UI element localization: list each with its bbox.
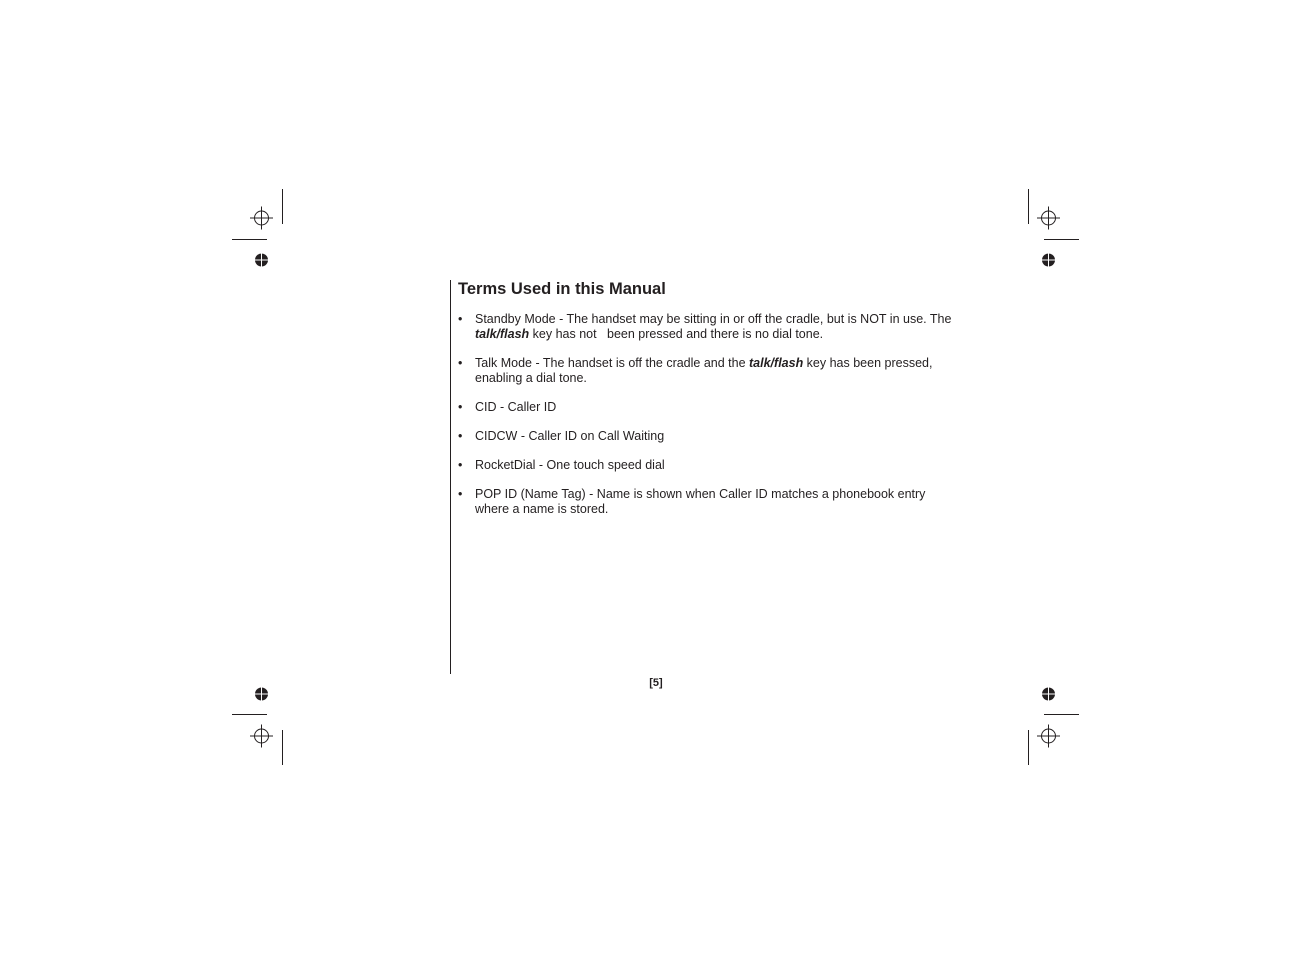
term-text-line: enabling a dial tone. xyxy=(475,371,587,385)
term-text-line: Standby Mode - The handset may be sitting in or off the cradle, but is NOT in use. The xyxy=(475,312,952,326)
bullet: • xyxy=(458,458,463,472)
term-text-line: POP ID (Name Tag) - Name is shown when Caller ID matches a phonebook entry xyxy=(475,487,926,501)
page-number: [5] xyxy=(649,677,663,689)
terms-list xyxy=(458,312,998,531)
bullet: • xyxy=(458,429,463,443)
registration-target-top-right xyxy=(1037,207,1060,230)
list-item xyxy=(458,400,998,415)
registration-target-bottom-right xyxy=(1037,725,1060,748)
term-text: key has not been pressed and there is no dial tone. xyxy=(529,327,824,341)
term-text-line xyxy=(475,356,998,371)
page-title: Terms Used in this Manual xyxy=(458,280,666,298)
term-text-line: CIDCW - Caller ID on Call Waiting xyxy=(475,429,665,443)
bullet: • xyxy=(458,400,463,414)
term-text-line: RocketDial - One touch speed dial xyxy=(475,458,665,472)
list-item xyxy=(458,487,998,517)
term-text: key has been pressed, xyxy=(803,356,933,370)
bullet: • xyxy=(458,487,463,501)
registration-dot-top-left xyxy=(255,254,268,267)
term-text-line: CID - Caller ID xyxy=(475,400,557,414)
list-item xyxy=(458,458,998,473)
list-item xyxy=(458,312,998,342)
registration-dot-top-right xyxy=(1042,254,1055,267)
term-text-line xyxy=(475,327,998,342)
bullet: • xyxy=(458,356,463,370)
key-name: talk/flash xyxy=(749,356,804,370)
registration-target-top-left xyxy=(250,207,273,230)
list-item xyxy=(458,356,998,386)
bullet: • xyxy=(458,312,463,326)
list-item xyxy=(458,429,998,444)
page-margin-rule xyxy=(450,280,451,674)
term-text: Talk Mode - The handset is off the cradle and the xyxy=(475,356,750,370)
term-text-line: where a name is stored. xyxy=(475,502,609,516)
registration-target-bottom-left xyxy=(250,725,273,748)
key-name: talk/flash xyxy=(475,327,530,341)
